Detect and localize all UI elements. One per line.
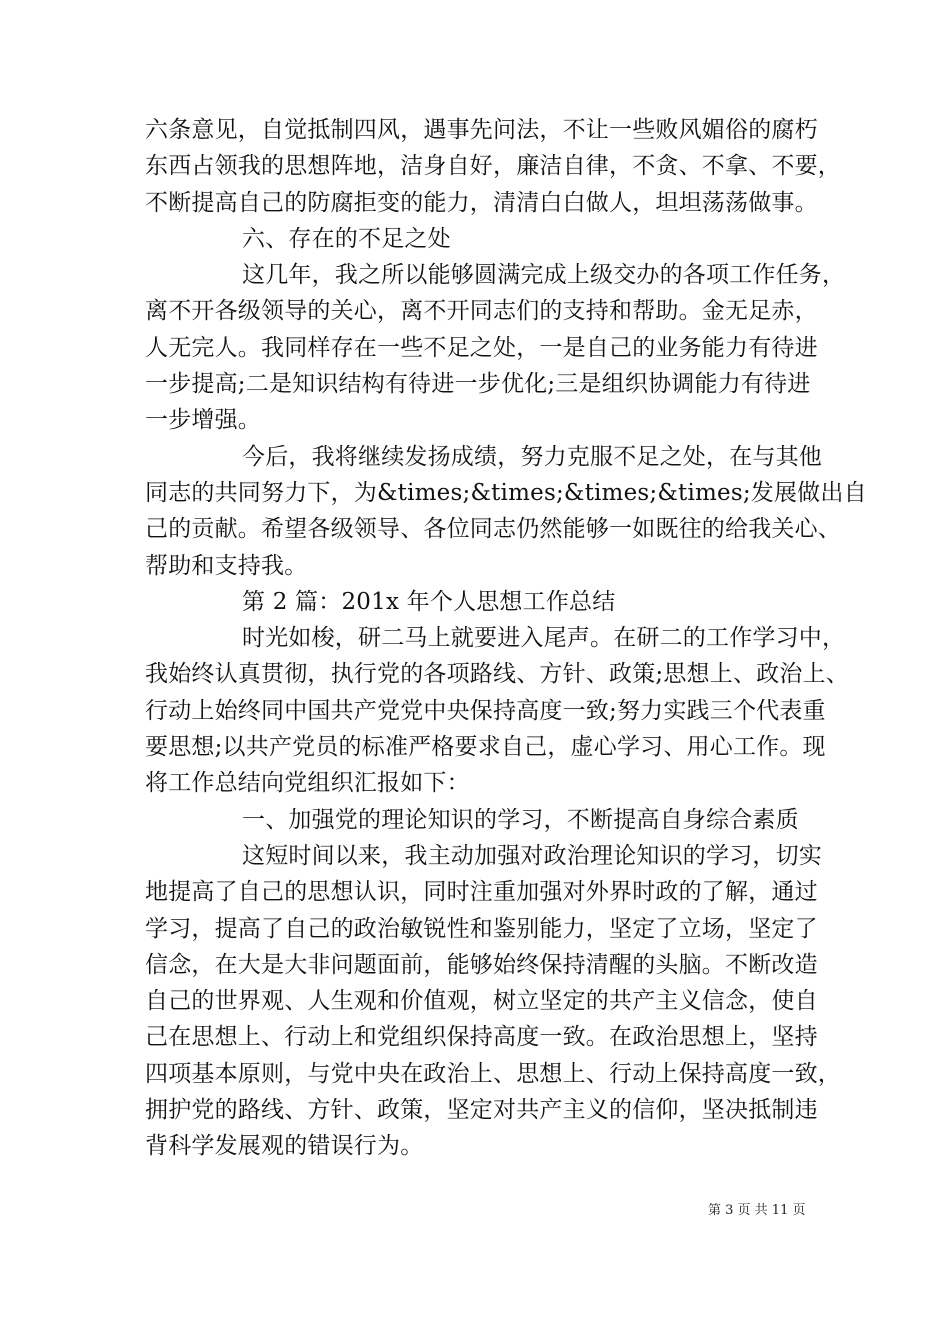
text-line: 同志的共同努力下，为&times;&times;&times;&times;发展做出自 (145, 479, 867, 506)
text-line: 四项基本原则，与党中央在政治上、思想上、行动上保持高度一致， (145, 1060, 841, 1087)
paragraph-first-line: 时光如梭，研二马上就要进入尾声。在研二的工作学习中， (242, 625, 846, 652)
text-line: 行动上始终同中国共产党党中央保持高度一致;努力实践三个代表重 (145, 697, 826, 724)
text-line: 自己的世界观、人生观和价值观，树立坚定的共产主义信念，使自 (145, 988, 818, 1015)
text-line: 我始终认真贯彻，执行党的各项路线、方针、政策;思想上、政治上、 (145, 661, 849, 688)
section-heading: 六、存在的不足之处 (242, 225, 451, 252)
text-line: 地提高了自己的思想认识，同时注重加强对外界时政的了解，通过 (145, 879, 818, 906)
paragraph-first-line: 今后，我将继续发扬成绩，努力克服不足之处，在与其他 (242, 443, 822, 470)
text-line: 不断提高自己的防腐拒变的能力，清清白白做人，坦坦荡荡做事。 (145, 189, 818, 216)
text-line: 己的贡献。希望各级领导、各位同志仍然能够一如既往的给我关心、 (145, 516, 841, 543)
text-line: 信念，在大是大非问题面前，能够始终保持清醒的头脑。不断改造 (145, 951, 818, 978)
article-title: 第 2 篇：201x 年个人思想工作总结 (242, 588, 616, 615)
page-number-footer: 第 3 页 共 11 页 (708, 1203, 806, 1218)
text-line: 背科学发展观的错误行为。 (145, 1133, 424, 1160)
text-line: 离不开各级领导的关心，离不开同志们的支持和帮助。金无足赤， (145, 298, 818, 325)
text-line: 学习，提高了自己的政治敏锐性和鉴别能力，坚定了立场，坚定了 (145, 915, 818, 942)
text-line: 六条意见，自觉抵制四风，遇事先问法，不让一些败风媚俗的腐朽 (145, 117, 818, 143)
text-line: 将工作总结向党组织汇报如下： (145, 770, 470, 797)
text-line: 一步增强。 (145, 407, 261, 434)
text-line: 要思想;以共产党员的标准严格要求自己，虚心学习、用心工作。现 (145, 734, 826, 761)
text-line: 拥护党的路线、方针、政策，坚定对共产主义的信仰，坚决抵制违 (145, 1097, 818, 1124)
paragraph-first-line: 这短时间以来，我主动加强对政治理论知识的学习，切实 (242, 842, 822, 869)
document-body (145, 112, 867, 1165)
text-line: 一步提高;二是知识结构有待进一步优化;三是组织协调能力有待进 (145, 371, 811, 398)
text-line: 帮助和支持我。 (145, 552, 308, 579)
paragraph-first-line: 这几年，我之所以能够圆满完成上级交办的各项工作任务， (242, 262, 846, 289)
text-line: 东西占领我的思想阵地，洁身自好，廉洁自律，不贪、不拿、不要， (145, 153, 841, 180)
text-line: 人无完人。我同样存在一些不足之处，一是自己的业务能力有待进 (145, 334, 818, 361)
section-heading: 一、加强党的理论知识的学习，不断提高自身综合素质 (242, 806, 799, 833)
text-line: 己在思想上、行动上和党组织保持高度一致。在政治思想上，坚持 (145, 1024, 818, 1051)
